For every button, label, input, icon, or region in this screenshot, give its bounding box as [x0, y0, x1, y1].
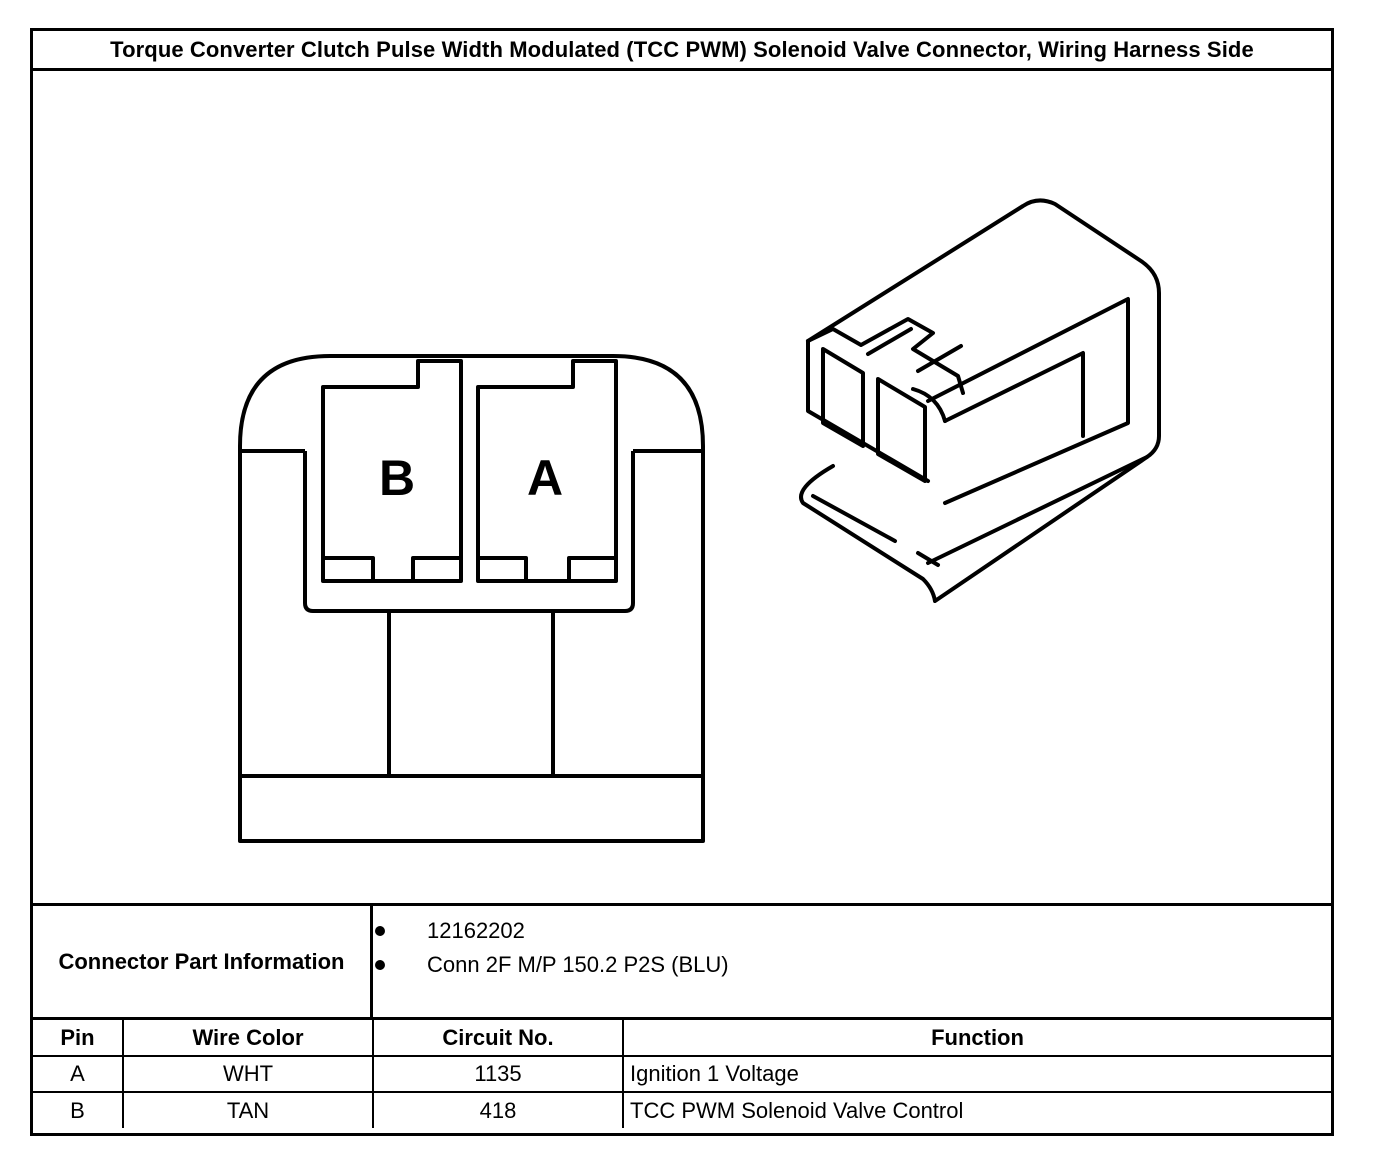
cavity-label-a: A: [526, 450, 564, 506]
wire-color-cell: TAN: [123, 1092, 373, 1128]
table-row: [33, 1056, 1331, 1092]
connector-drawings: [33, 71, 1331, 903]
part-info-item: [427, 918, 525, 944]
pin-table: [33, 1020, 1331, 1128]
iso-side-recess: [928, 299, 1128, 503]
iso-inner-recess-line: [945, 353, 1083, 436]
header-circuit-no: Circuit No.: [373, 1020, 623, 1056]
cavity-carrier-outline: [305, 451, 633, 611]
connector-isometric-view: [801, 200, 1159, 601]
cavity-a-terminal-slots: [478, 558, 616, 581]
connector-description: Conn 2F M/P 150.2 P2S (BLU): [427, 952, 729, 977]
bullet-icon: [375, 926, 385, 936]
pin-cell: A: [33, 1056, 123, 1092]
bullet-icon: [375, 960, 385, 970]
connector-face-view: [240, 356, 703, 841]
cavity-b-terminal-slots: [323, 558, 461, 581]
part-info-item: [427, 952, 729, 978]
iso-key-slot-right: [918, 346, 961, 371]
header-wire-color: Wire Color: [123, 1020, 373, 1056]
iso-front-right-cavity: [878, 379, 925, 481]
circuit-cell: 418: [373, 1092, 623, 1128]
table-row: [33, 1092, 1331, 1128]
cavity-label-b: B: [378, 450, 416, 506]
connector-diagram-area: [33, 71, 1331, 903]
wire-color-cell: WHT: [123, 1056, 373, 1092]
connector-part-info-label: Connector Part Information: [33, 906, 373, 1017]
header-pin: Pin: [33, 1020, 123, 1056]
iso-key-slot-left: [868, 329, 911, 354]
page-title: Torque Converter Clutch Pulse Width Modulated (TCC PWM) Solenoid Valve Connector, Wiring Harness Side: [33, 31, 1331, 71]
part-number: 12162202: [427, 918, 525, 943]
iso-base-plate: [801, 457, 1147, 601]
function-cell: TCC PWM Solenoid Valve Control: [623, 1092, 1331, 1128]
iso-housing-top-outline: [808, 200, 1159, 563]
function-cell: Ignition 1 Voltage: [623, 1056, 1331, 1092]
connector-document: [30, 28, 1334, 1136]
connector-part-info-list: [373, 906, 1331, 1017]
connector-part-info-row: [33, 903, 1331, 1020]
pin-table-header-row: [33, 1020, 1331, 1056]
iso-housing-front-face: [808, 341, 928, 481]
header-function: Function: [623, 1020, 1331, 1056]
pin-cell: B: [33, 1092, 123, 1128]
circuit-cell: 1135: [373, 1056, 623, 1092]
